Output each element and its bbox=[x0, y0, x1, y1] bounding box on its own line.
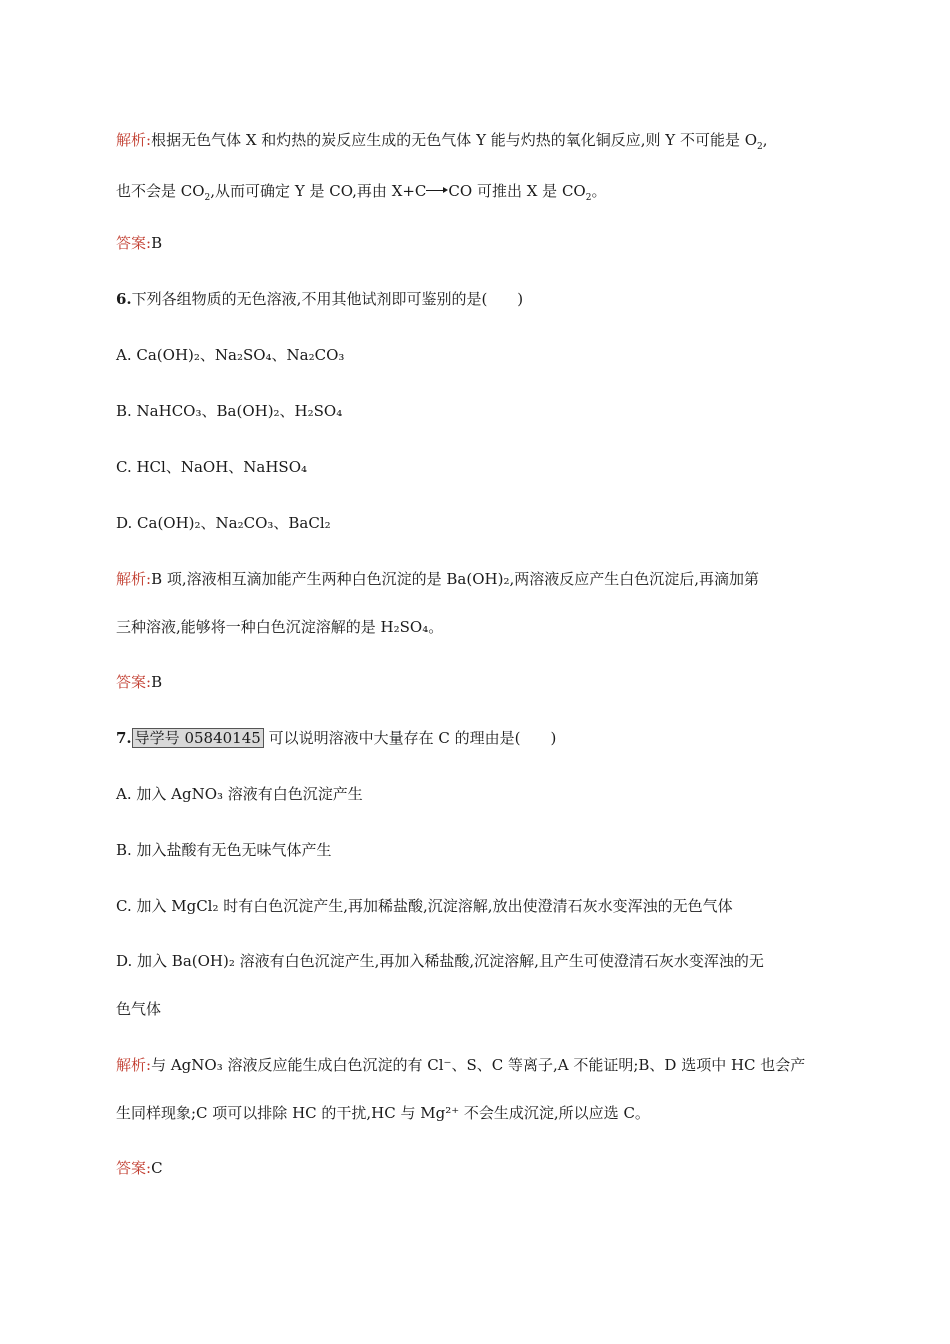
q6-option-b: B. NaHCO₃、Ba(OH)₂、H₂SO₄ bbox=[116, 402, 343, 420]
q6-stem bbox=[116, 289, 523, 309]
q6-answer-value: B bbox=[151, 673, 163, 691]
answer-label: 答案 bbox=[116, 234, 147, 252]
q7-option-a: A. 加入 AgNO₃ 溶液有白色沉淀产生 bbox=[116, 785, 363, 803]
q5-analysis-text-2a: 也不会是 CO bbox=[116, 182, 205, 200]
q7-analysis-text-1: 与 AgNO₃ 溶液反应能生成白色沉淀的有 Cl⁻、S、C 等离子,A 不能证明;B、D 选项中 HC 也会产 bbox=[151, 1056, 806, 1074]
reaction-arrow-icon bbox=[426, 186, 448, 196]
q5-analysis-text-2c: CO 可推出 X 是 CO bbox=[448, 182, 586, 200]
q7-analysis-line-1: 解析:与 AgNO₃ 溶液反应能生成白色沉淀的有 Cl⁻、S、C 等离子,A 不能证明;B、D 选项中 HC 也会产 bbox=[116, 1056, 806, 1074]
guide-number-badge[interactable]: 导学号 05840145 bbox=[132, 728, 264, 748]
q5-analysis-line-2: 也不会是 $CO_2$,从而可确定 Y 是 CO,再由 X+C CO 可推出 X 是 $CO_2$。 bbox=[116, 182, 607, 203]
analysis-label: 解析 bbox=[116, 131, 147, 149]
q6-answer: 答案:B bbox=[116, 673, 163, 691]
q6-analysis-line-1: 解析:B 项,溶液相互滴加能产生两种白色沉淀的是 Ba(OH)₂,两溶液反应产生白色沉淀后,再滴加第 bbox=[116, 570, 760, 588]
q7-option-c: C. 加入 MgCl₂ 时有白色沉淀产生,再加稀盐酸,沉淀溶解,放出使澄清石灰水变浑浊的无色气体 bbox=[116, 897, 733, 915]
q6-option-d: D. Ca(OH)₂、Na₂CO₃、BaCl₂ bbox=[116, 514, 331, 532]
q7-analysis-line-2: 生同样现象;C 项可以排除 HC 的干扰,HC 与 Mg²⁺ 不会生成沉淀,所以应选 C。 bbox=[116, 1104, 650, 1122]
q6-option-a: A. Ca(OH)₂、Na₂SO₄、Na₂CO₃ bbox=[116, 346, 345, 364]
q6-analysis-text-1: B 项,溶液相互滴加能产生两种白色沉淀的是 Ba(OH)₂,两溶液反应产生白色沉淀后,再滴加第 bbox=[151, 570, 760, 588]
q7-answer: 答案:C bbox=[116, 1159, 163, 1177]
q6-stem-text: 下列各组物质的无色溶液,不用其他试剂即可鉴别的是( ) bbox=[131, 290, 524, 308]
q5-answer-value: B bbox=[151, 234, 163, 252]
q7-number: 7. bbox=[116, 729, 132, 747]
q5-analysis-text-2b: ,从而可确定 Y 是 CO,再由 X+C bbox=[210, 182, 427, 200]
q6-analysis-line-2: 三种溶液,能够将一种白色沉淀溶解的是 H₂SO₄。 bbox=[116, 618, 444, 636]
q7-option-d-line-1: D. 加入 Ba(OH)₂ 溶液有白色沉淀产生,再加入稀盐酸,沉淀溶解,且产生可使澄清石灰水变浑浊的无 bbox=[116, 952, 764, 970]
q5-analysis-text-1a: 根据无色气体 X 和灼热的炭反应生成的无色气体 Y 能与灼热的氧化铜反应,则 Y 不可能是 O bbox=[151, 131, 758, 149]
q7-option-b: B. 加入盐酸有无色无味气体产生 bbox=[116, 841, 332, 859]
q6-number: 6. bbox=[116, 290, 132, 308]
q5-analysis-line-1: 解析:根据无色气体 X 和灼热的炭反应生成的无色气体 Y 能与灼热的氧化铜反应,则 Y 不可能是 $O_2$, bbox=[116, 131, 768, 152]
q7-option-d-line-2: 色气体 bbox=[116, 1000, 162, 1018]
q7-answer-value: C bbox=[151, 1159, 163, 1177]
q5-answer: 答案:B bbox=[116, 234, 163, 252]
q7-stem-text: 可以说明溶液中大量存在 C 的理由是( ) bbox=[268, 729, 557, 747]
q6-option-c: C. HCl、NaOH、NaHSO₄ bbox=[116, 458, 308, 476]
q5-analysis-subscript: 2 bbox=[757, 142, 763, 152]
q7-stem bbox=[116, 728, 556, 748]
